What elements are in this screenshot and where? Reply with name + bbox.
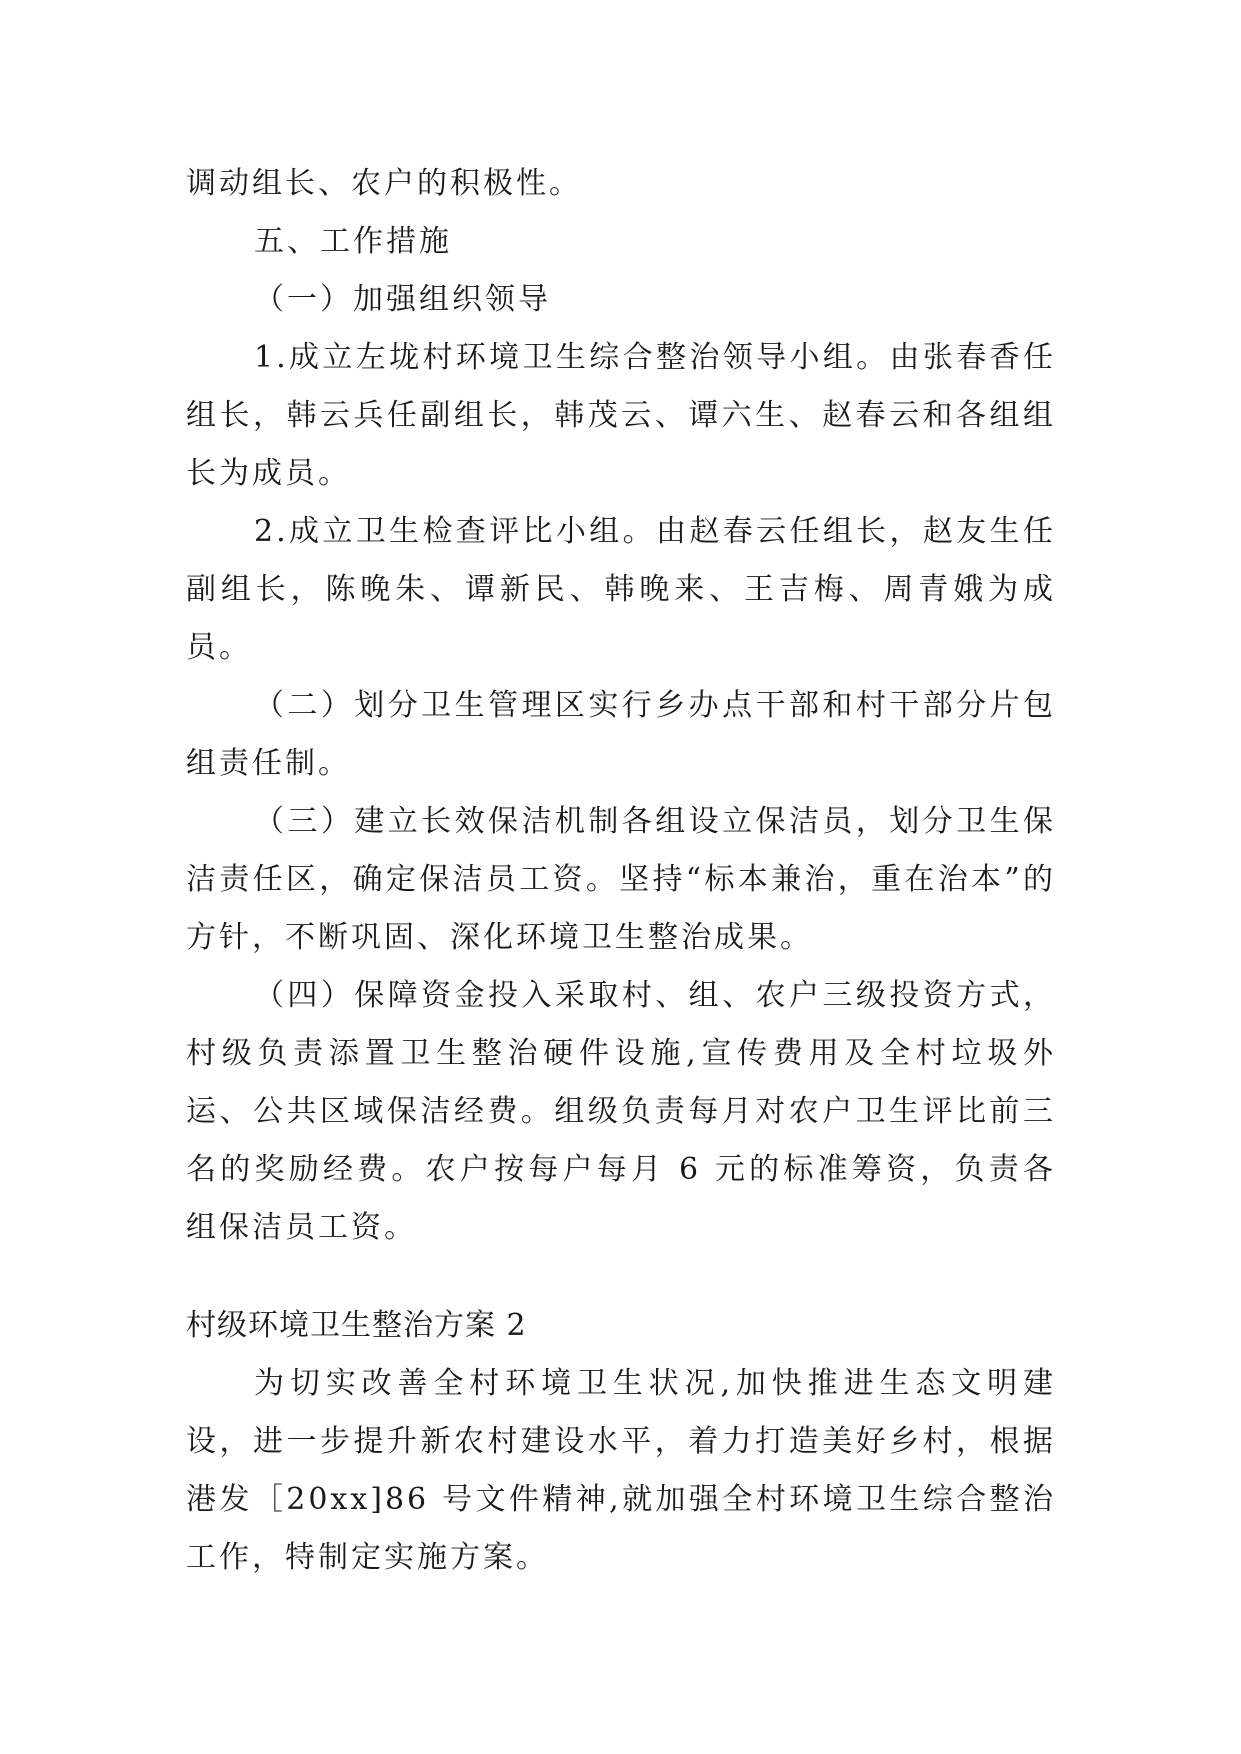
paragraph-subsection-2: （二）划分卫生管理区实行乡办点干部和村干部分片包组责任制。 [186,688,1056,781]
paragraph-item-1: 1.成立左垅村环境卫生综合整治领导小组。由张春香任组长，韩云兵任副组长，韩茂云、谭六生、赵春云和各组组长为成员。 [186,340,1056,491]
heading-work-measures: 五、工作措施 [254,224,452,259]
paragraph-subsection-3: （三）建立长效保洁机制各组设立保洁员，划分卫生保洁责任区，确定保洁员工资。坚持“标本兼治，重在治本”的方针，不断巩固、深化环境卫生整治成果。 [186,804,1056,955]
document-body [186,155,1056,1587]
paragraph-item-2: 2.成立卫生检查评比小组。由赵春云任组长，赵友生任副组长，陈晚朱、谭新民、韩晚来、王吉梅、周青娥为成员。 [186,514,1056,665]
section-title: 村级环境卫生整治方案 2 [186,1308,527,1343]
subheading-organization: （一）加强组织领导 [254,282,551,317]
paragraph-subsection-4: （四）保障资金投入采取村、组、农户三级投资方式，村级负责添置卫生整治硬件设施,宣传费用及全村垃圾外运、公共区域保洁经费。组级负责每月对农户卫生评比前三名的奖励经费。农户按每户每月 6 元的标准筹资，负责各组保洁员工资。 [186,978,1056,1245]
paragraph-section2-intro: 为切实改善全村环境卫生状况,加快推进生态文明建设，进一步提升新农村建设水平，着力打造美好乡村，根据港发［20xx]86 号文件精神,就加强全村环境卫生综合整治工作，特制定实施方案。 [186,1366,1056,1575]
paragraph-continuation: 调动组长、农户的积极性。 [186,166,582,201]
